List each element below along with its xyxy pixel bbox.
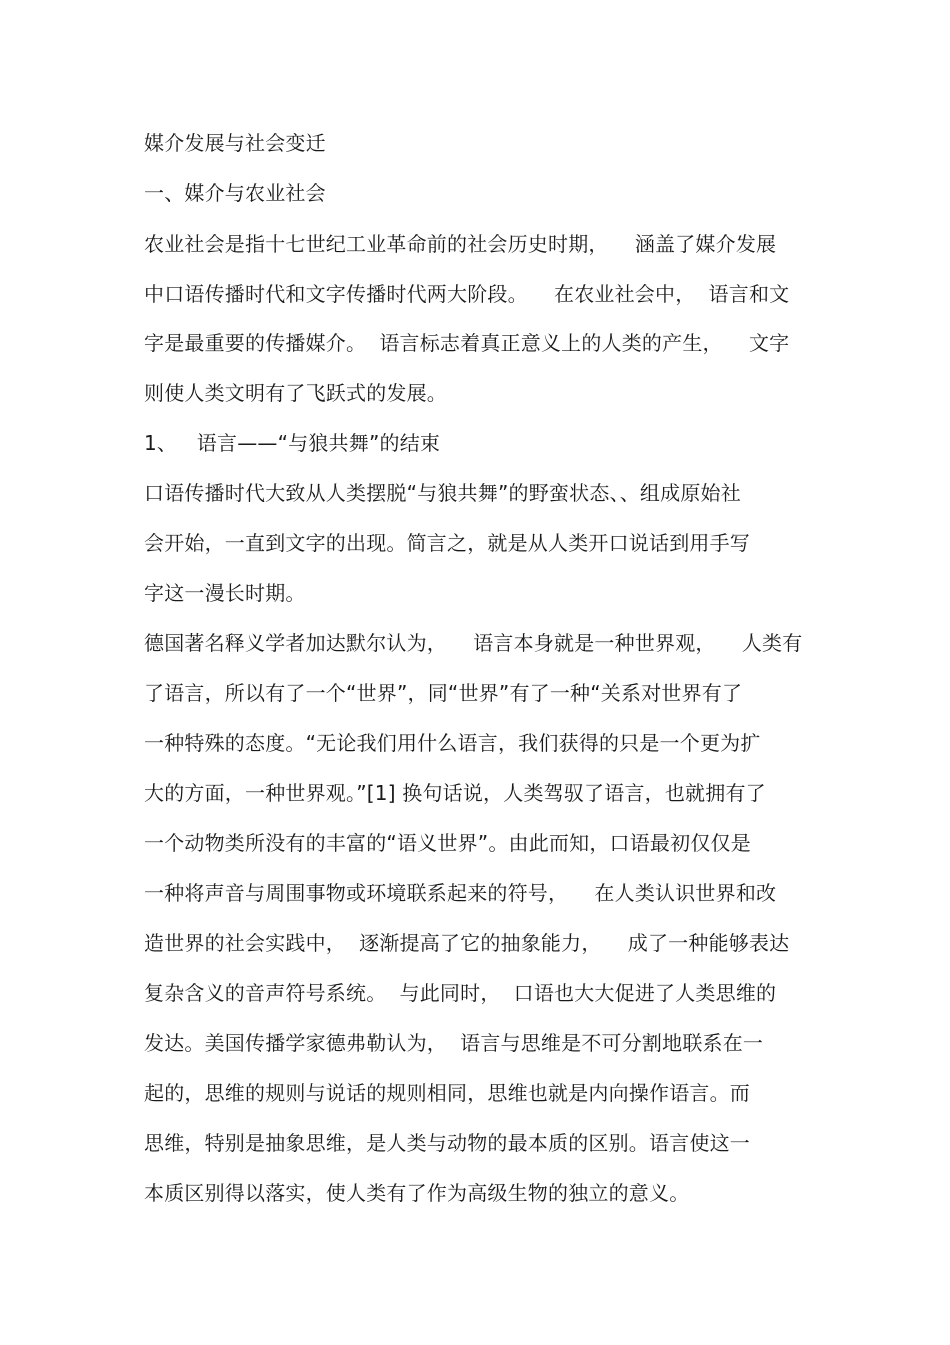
paragraph2-line: 复杂含义的音声符号系统。 与此同时， 口语也大大促进了人类思维的 <box>144 981 777 1005</box>
section-heading: 一、媒介与农业社会 <box>144 181 326 205</box>
intro-line: 则使人类文明有了飞跃式的发展。 <box>144 381 447 405</box>
intro-line: 中口语传播时代和文字传播时代两大阶段。 在农业社会中， 语言和文 <box>144 282 790 306</box>
paragraph2-line: 了语言，所以有了一个“世界”，同“世界”有了一种“关系对世界有了 <box>144 681 743 705</box>
paragraph1-line: 口语传播时代大致从人类摆脱“与狼共舞”的野蛮状态、、组成原始社 <box>144 481 741 505</box>
intro-line: 字是最重要的传播媒介。 语言标志着真正意义上的人类的产生， 文字 <box>144 331 790 355</box>
paragraph2-line: 造世界的社会实践中， 逐渐提高了它的抽象能力， 成了一种能够表达 <box>144 931 790 955</box>
paragraph1-line: 字这一漫长时期。 <box>144 581 306 605</box>
paragraph2-line: 大的方面，一种世界观。”[1] 换句话说，人类驾驭了语言，也就拥有了 <box>144 781 766 805</box>
paragraph2-line: 起的，思维的规则与说话的规则相同，思维也就是内向操作语言。而 <box>144 1081 750 1105</box>
paragraph2-line: 思维，特别是抽象思维，是人类与动物的最本质的区别。语言使这一 <box>144 1131 750 1155</box>
paragraph2-line: 一种特殊的态度。“无论我们用什么语言，我们获得的只是一个更为扩 <box>144 731 761 755</box>
paragraph2-line: 一种将声音与周围事物或环境联系起来的符号， 在人类认识世界和改 <box>144 881 777 905</box>
document-title: 媒介发展与社会变迁 <box>144 131 326 155</box>
paragraph1-line: 会开始，一直到文字的出现。简言之，就是从人类开口说话到用手写 <box>144 531 750 555</box>
paragraph2-line: 德国著名释义学者加达默尔认为， 语言本身就是一种世界观， 人类有 <box>144 631 803 655</box>
subheading: 1、 语言——“与狼共舞”的结束 <box>144 431 441 455</box>
paragraph2-line: 一个动物类所没有的丰富的“语义世界”。由此而知，口语最初仅仅是 <box>144 831 751 855</box>
intro-line: 农业社会是指十七世纪工业革命前的社会历史时期， 涵盖了媒介发展 <box>144 232 777 256</box>
paragraph2-line: 发达。美国传播学家德弗勒认为， 语言与思维是不可分割地联系在一 <box>144 1031 764 1055</box>
paragraph2-line: 本质区别得以落实，使人类有了作为高级生物的独立的意义。 <box>144 1181 690 1205</box>
